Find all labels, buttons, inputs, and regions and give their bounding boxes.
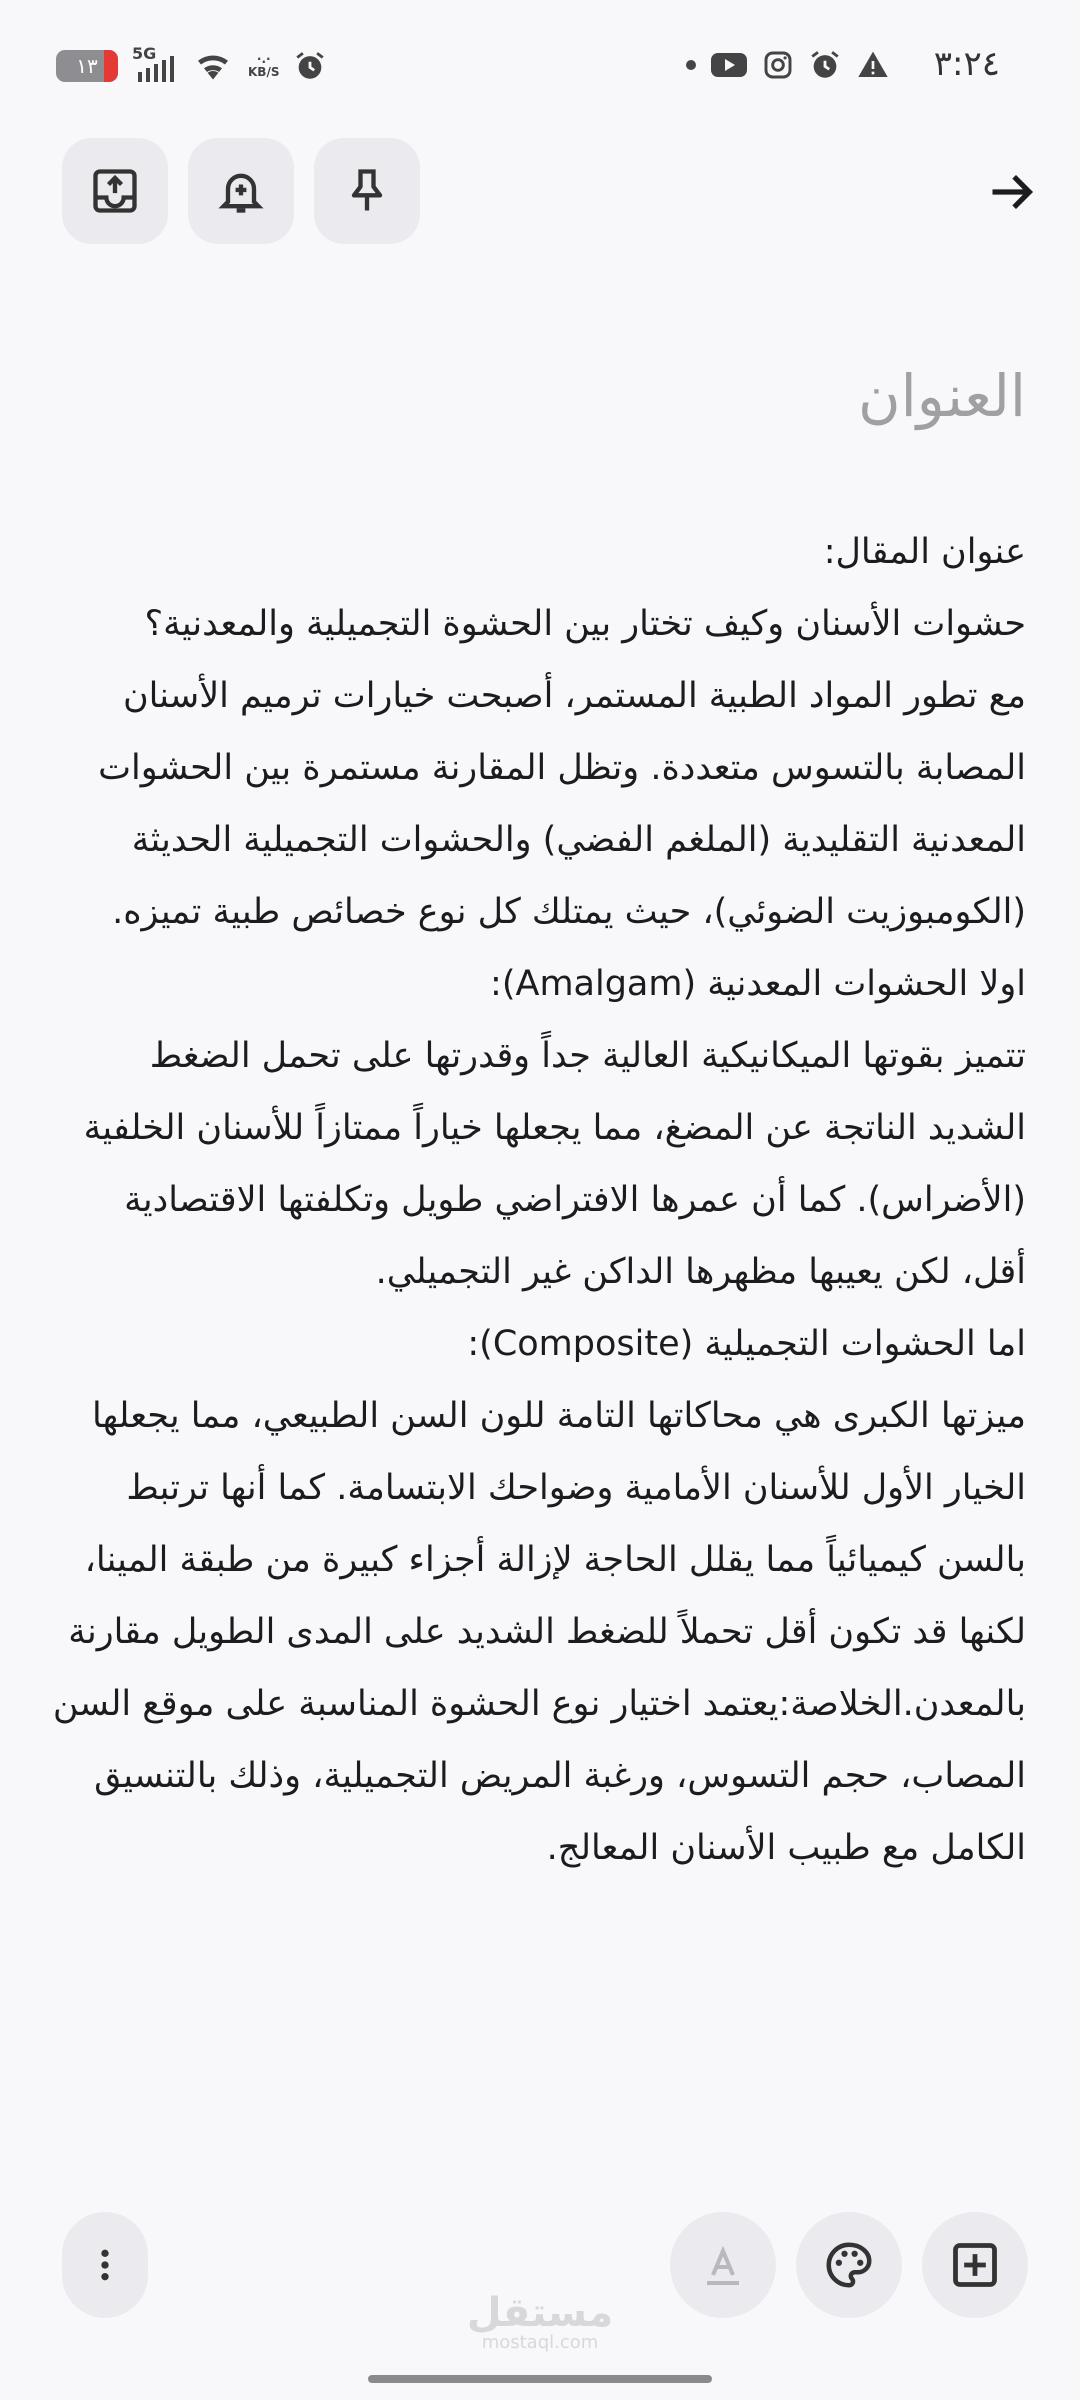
alarm-icon — [293, 49, 327, 83]
pin-icon — [341, 165, 393, 217]
signal-icon — [132, 44, 178, 84]
archive-icon — [89, 165, 141, 217]
dot-icon — [686, 60, 696, 70]
reminder-icon — [215, 165, 267, 217]
wifi-icon — [192, 48, 234, 84]
clock: ٣:٢٤ — [933, 44, 1000, 84]
note-title-field[interactable]: العنوان — [858, 362, 1026, 430]
watermark-arabic: مستقل — [466, 2290, 614, 2336]
palette-icon — [822, 2238, 876, 2292]
note-paragraph: اولا الحشوات المعدنية (Amalgam): — [490, 964, 1026, 1004]
alarm-icon — [808, 48, 842, 82]
note-paragraph: ميزتها الكبرى هي محاكاتها التامة للون السن الطبيعي، مما يجعلها الخيار الأول للأسنان الأمامية وضواحك الابتسامة. كما أنها ترتبط بالسن كيميائياً مما يقلل الحاجة لإزالة أجزاء كبيرة من طبقة المينا، لكنها قد تكون أقل تحملاً للضغط الشديد على المدى الطويل مقارنة بالمعدن.الخلاصة:يعتمد اختيار نوع الحشوة المناسبة على موقع السن المصاب، حجم التسوس، ورغبة المريض التجميلية، وذلك بالتنسيق الكامل مع طبيب الأسنان المعالج. — [52, 1396, 1026, 1868]
status-bar — [0, 0, 1080, 130]
warning-icon — [856, 49, 890, 81]
note-body[interactable] — [50, 516, 1026, 1884]
note-paragraph: تتميز بقوتها الميكانيكية العالية جداً وقدرتها على تحمل الضغط الشديد الناتجة عن المضغ، مما يجعلها خياراً ممتازاً للأسنان الخلفية (الأضراس). كما أن عمرها الافتراضي طويل وتكلفتها الاقتصادية أقل، لكن يعيبها مظهرها الداكن غير التجميلي. — [83, 1036, 1026, 1292]
note-paragraph: مع تطور المواد الطبية المستمر، أصبحت خيارات ترميم الأسنان المصابة بالتسوس متعددة. وتظل المقارنة مستمرة بين الحشوات المعدنية التقليدية (الملغم الفضي) والحشوات التجميلية الحديثة (الكومبوزيت الضوئي)، حيث يمتلك كل نوع خصائص طبية تميزه. — [98, 676, 1026, 932]
back-button[interactable] — [980, 160, 1044, 224]
home-indicator[interactable] — [368, 2375, 712, 2383]
status-icons-right — [686, 48, 890, 82]
network-type: 5G — [132, 44, 157, 63]
add-box-icon — [949, 2239, 1001, 2291]
battery-level: ١٣ — [76, 54, 98, 78]
archive-button[interactable] — [62, 138, 168, 244]
note-paragraph: حشوات الأسنان وكيف تختار بين الحشوة التجميلية والمعدنية؟ — [144, 604, 1026, 644]
status-icons-left — [56, 44, 327, 84]
data-speed-icon: ·.· KB/S — [248, 52, 280, 79]
more-vert-icon — [85, 2241, 125, 2289]
note-paragraph: عنوان المقال: — [823, 532, 1026, 572]
arrow-icon — [986, 166, 1038, 218]
watermark-latin: mostaql.com — [481, 2332, 599, 2353]
youtube-icon — [710, 50, 748, 80]
watermark — [0, 2290, 1080, 2353]
battery-icon — [56, 50, 118, 82]
reminder-button[interactable] — [188, 138, 294, 244]
pin-button[interactable] — [314, 138, 420, 244]
note-paragraph: اما الحشوات التجميلية (Composite): — [467, 1324, 1026, 1364]
speed-unit: KB/S — [248, 65, 280, 79]
instagram-icon — [762, 49, 794, 81]
text-format-icon — [699, 2241, 747, 2289]
